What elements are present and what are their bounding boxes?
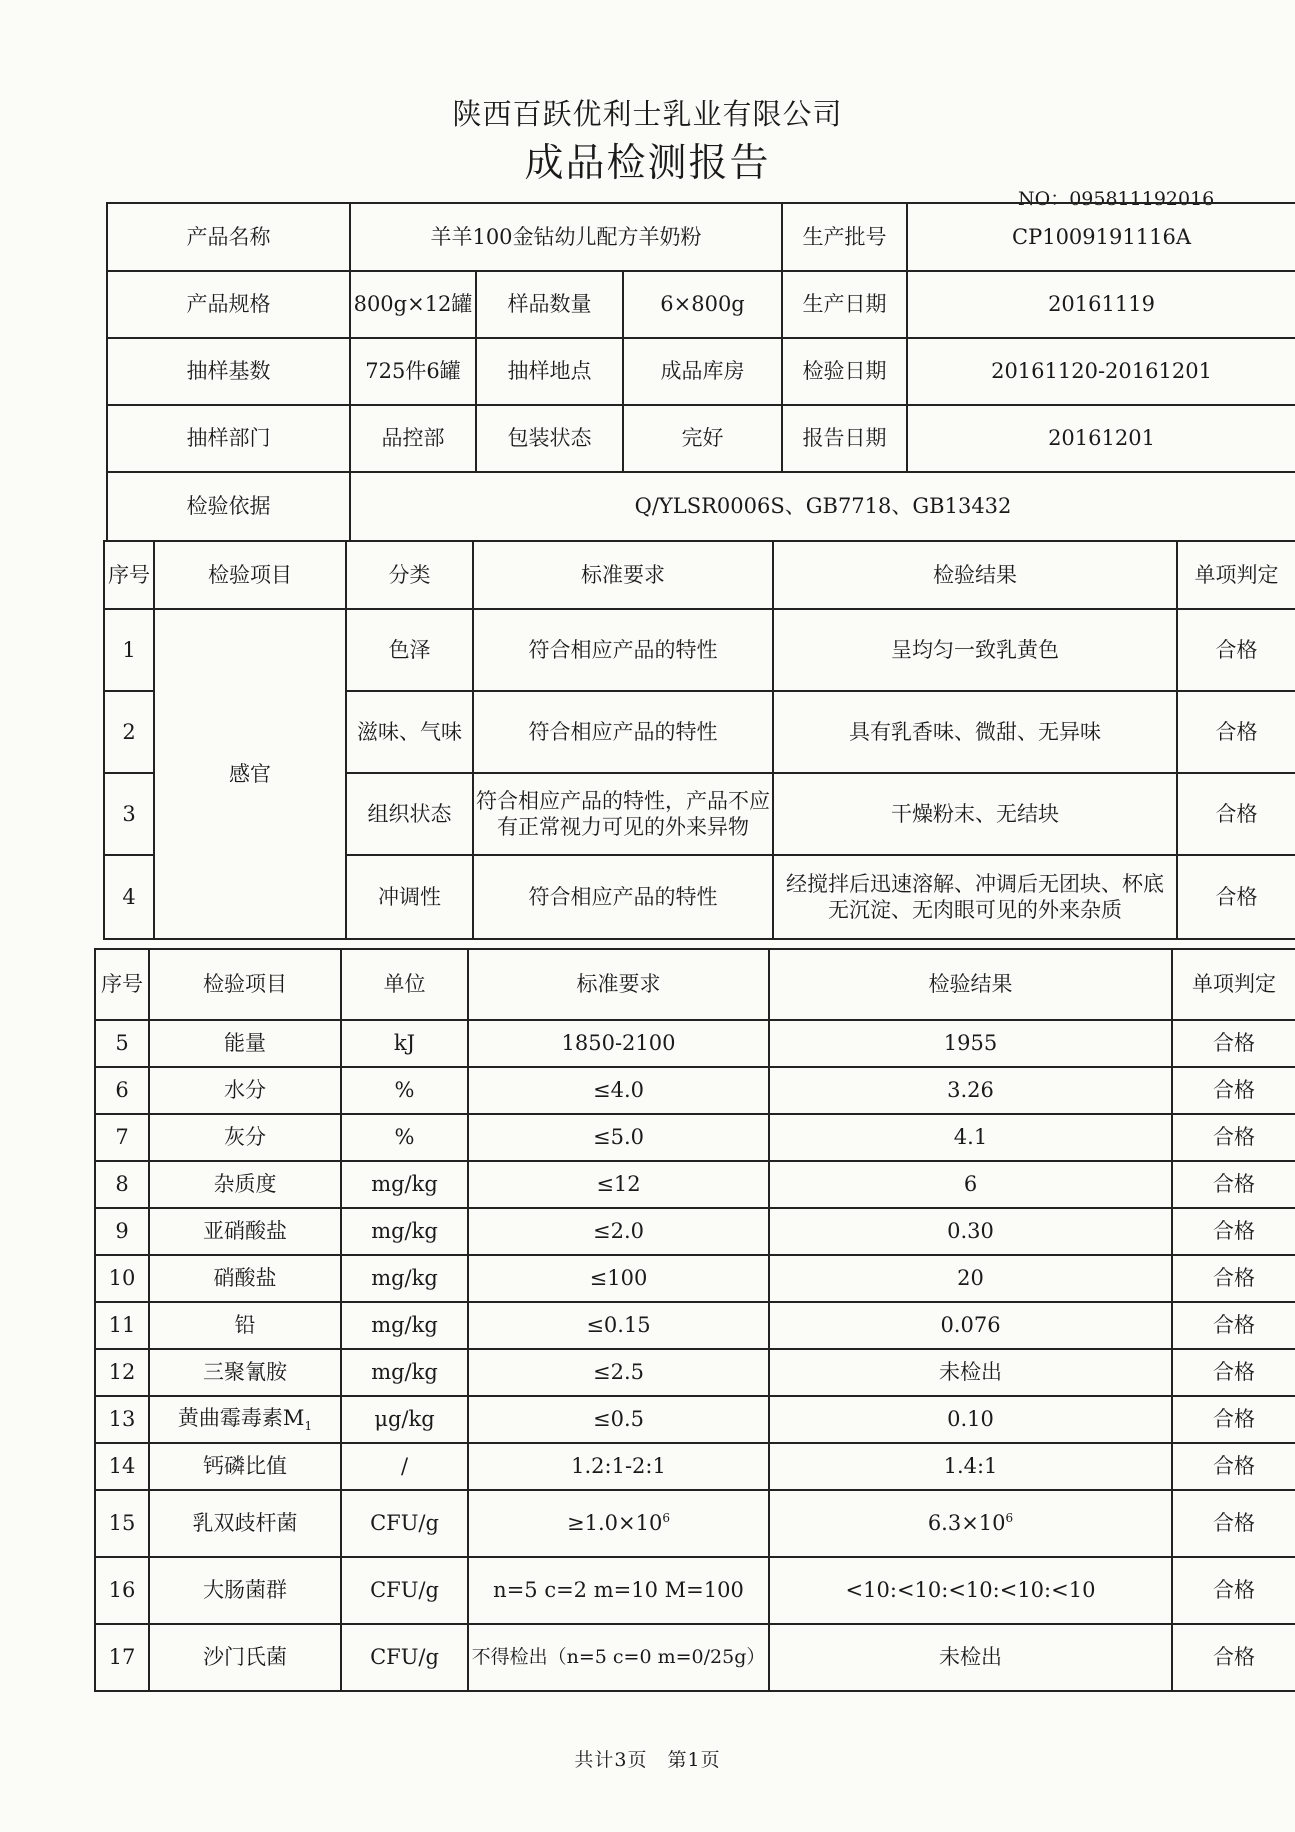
row-standard: ≤0.5 xyxy=(468,1396,769,1443)
row-unit: % xyxy=(341,1067,468,1114)
row-result-exponent: 6 xyxy=(1005,1511,1014,1526)
row-no: 14 xyxy=(95,1443,149,1490)
row-unit: μg/kg xyxy=(341,1396,468,1443)
row-category: 色泽 xyxy=(346,609,473,691)
table-row xyxy=(95,1443,1295,1490)
row-item xyxy=(149,1396,341,1443)
value-sample-qty: 6×800g xyxy=(623,271,782,338)
table-row xyxy=(95,1208,1295,1255)
row-no: 10 xyxy=(95,1255,149,1302)
row-item: 能量 xyxy=(149,1020,341,1067)
row-result: 呈均匀一致乳黄色 xyxy=(773,609,1177,691)
row-unit: mg/kg xyxy=(341,1302,468,1349)
row-item: 三聚氰胺 xyxy=(149,1349,341,1396)
row-no: 5 xyxy=(95,1020,149,1067)
table-row xyxy=(95,1020,1295,1067)
sensory-table xyxy=(103,540,1295,940)
report-title: 成品检测报告 xyxy=(524,141,771,186)
row-item: 乳双歧杆菌 xyxy=(149,1490,341,1557)
row-no: 11 xyxy=(95,1302,149,1349)
row-standard: 不得检出（n=5 c=0 m=0/25g） xyxy=(468,1624,769,1691)
label-prod-date: 生产日期 xyxy=(782,271,907,338)
row-unit: CFU/g xyxy=(341,1624,468,1691)
row-category: 滋味、气味 xyxy=(346,691,473,773)
value-product-name: 羊羊100金钻幼儿配方羊奶粉 xyxy=(350,203,782,271)
row-result: <10:<10:<10:<10:<10 xyxy=(769,1557,1172,1624)
table-row xyxy=(104,609,1295,691)
row-standard: ≤2.0 xyxy=(468,1208,769,1255)
row-no: 4 xyxy=(104,855,154,939)
row-item: 灰分 xyxy=(149,1114,341,1161)
row-verdict: 合格 xyxy=(1177,773,1295,855)
row-item: 硝酸盐 xyxy=(149,1255,341,1302)
row-no: 2 xyxy=(104,691,154,773)
row-item-subscript: 1 xyxy=(304,1419,313,1434)
company-name: 陕西百跃优利士乳业有限公司 xyxy=(452,97,843,131)
row-unit: kJ xyxy=(341,1020,468,1067)
row-no: 6 xyxy=(95,1067,149,1114)
row-no: 9 xyxy=(95,1208,149,1255)
row-result: 未检出 xyxy=(769,1624,1172,1691)
row-verdict: 合格 xyxy=(1177,691,1295,773)
page-counter: 共计3页 第1页 xyxy=(574,1749,721,1771)
row-no: 3 xyxy=(104,773,154,855)
physchem-header-standard: 标准要求 xyxy=(468,949,769,1020)
row-standard: ≤5.0 xyxy=(468,1114,769,1161)
row-result-text: 6.3×10 xyxy=(927,1511,1006,1536)
row-no: 12 xyxy=(95,1349,149,1396)
row-unit: mg/kg xyxy=(341,1208,468,1255)
row-verdict: 合格 xyxy=(1172,1302,1295,1349)
row-unit: mg/kg xyxy=(341,1255,468,1302)
row-result xyxy=(769,1490,1172,1557)
table-row xyxy=(95,1255,1295,1302)
physchem-table xyxy=(94,948,1295,1692)
row-result: 6 xyxy=(769,1161,1172,1208)
sensory-group: 感官 xyxy=(154,609,346,939)
row-standard: 符合相应产品的特性 xyxy=(473,691,773,773)
table-row xyxy=(95,1624,1295,1691)
label-sample-qty: 样品数量 xyxy=(476,271,623,338)
value-inspect-date: 20161120-20161201 xyxy=(907,338,1295,405)
table-row xyxy=(95,1396,1295,1443)
row-result: 0.076 xyxy=(769,1302,1172,1349)
physchem-header-result: 检验结果 xyxy=(769,949,1172,1020)
sensory-header-standard: 标准要求 xyxy=(473,541,773,609)
row-item: 钙磷比值 xyxy=(149,1443,341,1490)
row-verdict: 合格 xyxy=(1172,1624,1295,1691)
row-no: 8 xyxy=(95,1161,149,1208)
info-table xyxy=(106,202,1295,542)
label-spec: 产品规格 xyxy=(107,271,350,338)
table-row xyxy=(95,1067,1295,1114)
row-result: 0.10 xyxy=(769,1396,1172,1443)
label-package: 包装状态 xyxy=(476,405,623,472)
row-verdict: 合格 xyxy=(1172,1114,1295,1161)
label-dept: 抽样部门 xyxy=(107,405,350,472)
row-standard: 1850-2100 xyxy=(468,1020,769,1067)
row-standard-text: ≥1.0×10 xyxy=(567,1511,663,1536)
row-verdict: 合格 xyxy=(1172,1443,1295,1490)
label-batch: 生产批号 xyxy=(782,203,907,271)
row-result: 20 xyxy=(769,1255,1172,1302)
row-result: 1.4:1 xyxy=(769,1443,1172,1490)
row-item: 铅 xyxy=(149,1302,341,1349)
value-spec: 800g×12罐 xyxy=(350,271,476,338)
value-package: 完好 xyxy=(623,405,782,472)
row-standard: ≤4.0 xyxy=(468,1067,769,1114)
row-standard: ≤0.15 xyxy=(468,1302,769,1349)
row-verdict: 合格 xyxy=(1172,1349,1295,1396)
physchem-header-item: 检验项目 xyxy=(149,949,341,1020)
table-row xyxy=(95,1557,1295,1624)
row-result: 经搅拌后迅速溶解、冲调后无团块、杯底无沉淀、无肉眼可见的外来杂质 xyxy=(773,855,1177,939)
row-verdict: 合格 xyxy=(1172,1020,1295,1067)
value-base: 725件6罐 xyxy=(350,338,476,405)
row-result: 具有乳香味、微甜、无异味 xyxy=(773,691,1177,773)
row-verdict: 合格 xyxy=(1177,609,1295,691)
row-result: 干燥粉末、无结块 xyxy=(773,773,1177,855)
sensory-header-category: 分类 xyxy=(346,541,473,609)
sensory-header-verdict: 单项判定 xyxy=(1177,541,1295,609)
row-item: 杂质度 xyxy=(149,1161,341,1208)
row-standard-exponent: 6 xyxy=(662,1511,670,1526)
row-item: 大肠菌群 xyxy=(149,1557,341,1624)
label-location: 抽样地点 xyxy=(476,338,623,405)
row-verdict: 合格 xyxy=(1172,1255,1295,1302)
row-unit: % xyxy=(341,1114,468,1161)
document-number: NO：095811192016 xyxy=(1018,188,1215,210)
row-result: 1955 xyxy=(769,1020,1172,1067)
row-standard: 符合相应产品的特性 xyxy=(473,855,773,939)
row-item: 沙门氏菌 xyxy=(149,1624,341,1691)
value-location: 成品库房 xyxy=(623,338,782,405)
value-prod-date: 20161119 xyxy=(907,271,1295,338)
label-product-name: 产品名称 xyxy=(107,203,350,271)
row-standard: n=5 c=2 m=10 M=100 xyxy=(468,1557,769,1624)
physchem-header-no: 序号 xyxy=(95,949,149,1020)
row-result: 4.1 xyxy=(769,1114,1172,1161)
label-report-date: 报告日期 xyxy=(782,405,907,472)
table-row xyxy=(95,1349,1295,1396)
row-unit: / xyxy=(341,1443,468,1490)
table-row xyxy=(95,1302,1295,1349)
value-basis: Q/YLSR0006S、GB7718、GB13432 xyxy=(350,472,1295,541)
physchem-header-verdict: 单项判定 xyxy=(1172,949,1295,1020)
row-standard: 1.2:1-2:1 xyxy=(468,1443,769,1490)
row-item: 亚硝酸盐 xyxy=(149,1208,341,1255)
row-item-text: 黄曲霉毒素M xyxy=(177,1405,305,1430)
row-verdict: 合格 xyxy=(1172,1161,1295,1208)
table-row xyxy=(95,1114,1295,1161)
table-row xyxy=(95,1161,1295,1208)
label-base: 抽样基数 xyxy=(107,338,350,405)
row-unit: CFU/g xyxy=(341,1557,468,1624)
sensory-header-item: 检验项目 xyxy=(154,541,346,609)
row-verdict: 合格 xyxy=(1172,1396,1295,1443)
table-row xyxy=(95,1490,1295,1557)
value-report-date: 20161201 xyxy=(907,405,1295,472)
row-standard: 符合相应产品的特性 xyxy=(473,609,773,691)
label-basis: 检验依据 xyxy=(107,472,350,541)
row-verdict: 合格 xyxy=(1172,1067,1295,1114)
row-standard: ≤12 xyxy=(468,1161,769,1208)
label-inspect-date: 检验日期 xyxy=(782,338,907,405)
row-category: 冲调性 xyxy=(346,855,473,939)
row-no: 16 xyxy=(95,1557,149,1624)
row-standard: ≤100 xyxy=(468,1255,769,1302)
row-verdict: 合格 xyxy=(1172,1208,1295,1255)
row-no: 13 xyxy=(95,1396,149,1443)
row-result: 3.26 xyxy=(769,1067,1172,1114)
row-standard xyxy=(468,1490,769,1557)
row-no: 1 xyxy=(104,609,154,691)
row-unit: mg/kg xyxy=(341,1349,468,1396)
row-verdict: 合格 xyxy=(1172,1490,1295,1557)
row-result: 0.30 xyxy=(769,1208,1172,1255)
row-category: 组织状态 xyxy=(346,773,473,855)
sensory-header-result: 检验结果 xyxy=(773,541,1177,609)
row-result: 未检出 xyxy=(769,1349,1172,1396)
row-standard: 符合相应产品的特性，产品不应有正常视力可见的外来异物 xyxy=(473,773,773,855)
row-verdict: 合格 xyxy=(1177,855,1295,939)
row-unit: mg/kg xyxy=(341,1161,468,1208)
row-standard: ≤2.5 xyxy=(468,1349,769,1396)
row-no: 7 xyxy=(95,1114,149,1161)
sensory-header-no: 序号 xyxy=(104,541,154,609)
physchem-header-unit: 单位 xyxy=(341,949,468,1020)
value-batch: CP1009191116A xyxy=(907,203,1295,271)
row-unit: CFU/g xyxy=(341,1490,468,1557)
row-no: 17 xyxy=(95,1624,149,1691)
row-verdict: 合格 xyxy=(1172,1557,1295,1624)
value-dept: 品控部 xyxy=(350,405,476,472)
row-no: 15 xyxy=(95,1490,149,1557)
row-item: 水分 xyxy=(149,1067,341,1114)
